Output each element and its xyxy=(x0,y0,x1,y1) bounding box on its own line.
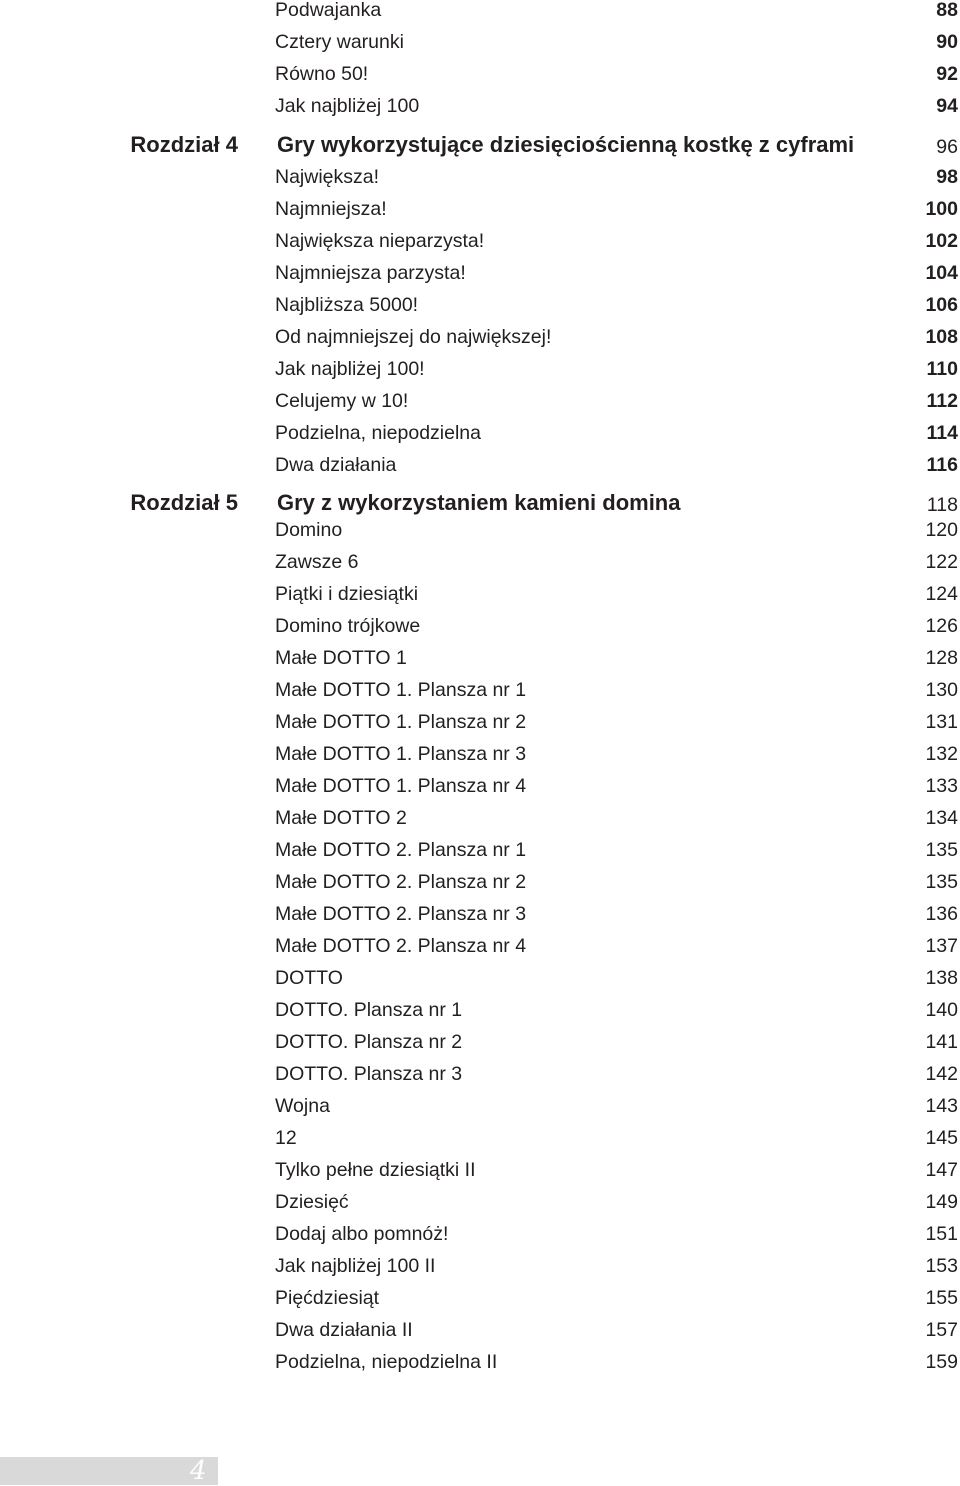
toc-page-number: 133 xyxy=(925,775,958,797)
toc-entry-row xyxy=(0,837,960,863)
footer-page-number: 4 xyxy=(190,1456,207,1486)
toc-entry-title: Największa nieparzysta! xyxy=(275,230,485,252)
toc-page-number: 92 xyxy=(936,63,958,85)
toc-page-number: 140 xyxy=(925,999,958,1021)
toc-page-number: 135 xyxy=(925,839,958,861)
toc-entry-title: Domino trójkowe xyxy=(275,615,421,637)
toc-entry-row xyxy=(0,581,960,607)
toc-page-number: 134 xyxy=(925,807,958,829)
toc-entry-title: Dwa działania xyxy=(275,454,397,476)
toc-entry-title: 12 xyxy=(275,1127,297,1149)
toc-entry-title: Dwa działania II xyxy=(275,1319,413,1341)
toc-entry-title: Jak najbliżej 100 xyxy=(275,95,420,117)
toc-page-number: 100 xyxy=(925,198,958,220)
toc-entry-title: Małe DOTTO 2 xyxy=(275,807,407,829)
toc-entry-row xyxy=(0,228,960,254)
toc-page-number: 132 xyxy=(925,743,958,765)
toc-chapter-label: Rozdział 5 xyxy=(130,490,238,515)
toc-entry-title: Wojna xyxy=(275,1095,330,1117)
toc-page-number: 96 xyxy=(936,136,958,158)
toc-page-number: 124 xyxy=(925,583,958,605)
toc-page-number: 137 xyxy=(925,935,958,957)
toc-entry-title: Celujemy w 10! xyxy=(275,390,409,412)
toc-entry-title: Cztery warunki xyxy=(275,31,404,53)
toc-page-number: 120 xyxy=(925,519,958,541)
toc-entry-row xyxy=(0,805,960,831)
toc-page-number: 157 xyxy=(925,1319,958,1341)
toc-entry-title: Małe DOTTO 1. Plansza nr 2 xyxy=(275,711,527,733)
toc-page-number: 122 xyxy=(925,551,958,573)
toc-entry-row xyxy=(0,1125,960,1151)
toc-entry-row xyxy=(0,452,960,478)
toc-entry-row xyxy=(0,356,960,382)
toc-page-number: 155 xyxy=(925,1287,958,1309)
toc-page-number: 138 xyxy=(925,967,958,989)
toc-chapter-title: Gry wykorzystujące dziesięciościenną kostkę z cyframi xyxy=(277,132,855,157)
toc-entry-row xyxy=(0,196,960,222)
toc-entry-row xyxy=(0,1317,960,1343)
toc-entry-row xyxy=(0,1157,960,1183)
toc-entry-row xyxy=(0,93,960,119)
toc-entry-title: Najmniejsza! xyxy=(275,198,387,220)
toc-entry-title: Małe DOTTO 2. Plansza nr 1 xyxy=(275,839,527,861)
toc-page-number: 149 xyxy=(925,1191,958,1213)
toc-chapter-row xyxy=(0,490,960,516)
toc-entry-title: Domino xyxy=(275,519,343,541)
toc-entry-row xyxy=(0,324,960,350)
toc-entry-title: Małe DOTTO 1. Plansza nr 3 xyxy=(275,743,527,765)
toc-page-number: 126 xyxy=(925,615,958,637)
toc-entry-row xyxy=(0,420,960,446)
toc-entry-row xyxy=(0,1221,960,1247)
toc-entry-title: Podzielna, niepodzielna xyxy=(275,422,481,444)
toc-entry-row xyxy=(0,164,960,190)
toc-entry-title: Jak najbliżej 100 II xyxy=(275,1255,436,1277)
toc-entry-title: Małe DOTTO 1. Plansza nr 1 xyxy=(275,679,527,701)
toc-page-number: 102 xyxy=(925,230,958,252)
toc-entry-row xyxy=(0,1029,960,1055)
toc-entry-row xyxy=(0,0,960,23)
toc-entry-title: Największa! xyxy=(275,166,380,188)
toc-page-number: 118 xyxy=(926,494,958,516)
toc-entry-row xyxy=(0,1253,960,1279)
footer-bar xyxy=(0,1457,218,1485)
toc-entry-title: DOTTO xyxy=(275,967,343,989)
toc-page-number: 104 xyxy=(925,262,958,284)
toc-entry-row xyxy=(0,388,960,414)
toc-page-number: 106 xyxy=(925,294,958,316)
toc-page-number: 108 xyxy=(925,326,958,348)
toc-entry-title: Podzielna, niepodzielna II xyxy=(275,1351,498,1373)
toc-entry-row xyxy=(0,901,960,927)
toc-page-number: 90 xyxy=(936,31,958,53)
toc-entry-title: Zawsze 6 xyxy=(275,551,359,573)
toc-page-number: 114 xyxy=(926,422,958,444)
toc-entry-row xyxy=(0,1285,960,1311)
toc-entry-title: Pięćdziesiąt xyxy=(275,1287,380,1309)
toc-page-number: 151 xyxy=(925,1223,958,1245)
toc-page-number: 145 xyxy=(925,1127,958,1149)
toc-entry-title: Dziesięć xyxy=(275,1191,349,1213)
toc-chapter-label: Rozdział 4 xyxy=(130,132,238,157)
toc-entry-row xyxy=(0,61,960,87)
toc-entry-title: Małe DOTTO 2. Plansza nr 4 xyxy=(275,935,527,957)
toc-entry-row xyxy=(0,869,960,895)
toc-entry-title: Dodaj albo pomnóż! xyxy=(275,1223,449,1245)
toc-entry-row xyxy=(0,292,960,318)
toc-page-number: 131 xyxy=(925,711,958,733)
toc-page-number: 135 xyxy=(925,871,958,893)
toc-page-number: 128 xyxy=(925,647,958,669)
toc-entry-title: Podwajanka xyxy=(275,0,382,21)
toc-page-number: 147 xyxy=(925,1159,958,1181)
toc-entry-title: Małe DOTTO 1. Plansza nr 4 xyxy=(275,775,527,797)
toc-entry-title: Najmniejsza parzysta! xyxy=(275,262,466,284)
toc-page-number: 130 xyxy=(925,679,958,701)
toc-chapter-title: Gry z wykorzystaniem kamieni domina xyxy=(277,490,681,515)
toc-page-number: 94 xyxy=(936,95,958,117)
toc-page-number: 159 xyxy=(925,1351,958,1373)
toc-entry-row xyxy=(0,1061,960,1087)
toc-page-number: 116 xyxy=(926,454,958,476)
toc-entry-row xyxy=(0,549,960,575)
toc-entry-title: Od najmniejszej do największej! xyxy=(275,326,552,348)
toc-entry-row xyxy=(0,1093,960,1119)
toc-entry-row xyxy=(0,613,960,639)
toc-page-number: 136 xyxy=(925,903,958,925)
toc-entry-row xyxy=(0,1349,960,1375)
toc-entry-row xyxy=(0,997,960,1023)
toc-entry-row xyxy=(0,741,960,767)
toc-page-number: 153 xyxy=(925,1255,958,1277)
toc-page-number: 141 xyxy=(925,1031,958,1053)
toc-page-number: 142 xyxy=(925,1063,958,1085)
toc-page-number: 88 xyxy=(936,0,958,21)
toc-entry-row xyxy=(0,645,960,671)
toc-entry-title: Równo 50! xyxy=(275,63,369,85)
toc-entry-title: Jak najbliżej 100! xyxy=(275,358,425,380)
toc-entry-title: Małe DOTTO 2. Plansza nr 2 xyxy=(275,871,527,893)
toc-entry-row xyxy=(0,773,960,799)
toc-entry-title: Piątki i dziesiątki xyxy=(275,583,419,605)
toc-entry-row xyxy=(0,677,960,703)
toc-entry-row xyxy=(0,933,960,959)
toc-entry-title: DOTTO. Plansza nr 2 xyxy=(275,1031,463,1053)
toc-entry-row xyxy=(0,1189,960,1215)
toc-entry-row xyxy=(0,709,960,735)
toc-entry-title: DOTTO. Plansza nr 3 xyxy=(275,1063,463,1085)
toc-chapter-row xyxy=(0,132,960,158)
toc-entry-title: Małe DOTTO 1 xyxy=(275,647,407,669)
toc-entry-row xyxy=(0,965,960,991)
toc-entry-title: Tylko pełne dziesiątki II xyxy=(275,1159,476,1181)
toc-page-number: 143 xyxy=(925,1095,958,1117)
toc-entry-row xyxy=(0,29,960,55)
toc-entry-title: Małe DOTTO 2. Plansza nr 3 xyxy=(275,903,527,925)
toc-entry-title: DOTTO. Plansza nr 1 xyxy=(275,999,463,1021)
toc-page-number: 110 xyxy=(926,358,958,380)
toc-page-number: 112 xyxy=(926,390,958,412)
toc-entry-row xyxy=(0,517,960,543)
toc-page-number: 98 xyxy=(936,166,958,188)
toc-entry-title: Najbliższa 5000! xyxy=(275,294,419,316)
toc-entry-row xyxy=(0,260,960,286)
